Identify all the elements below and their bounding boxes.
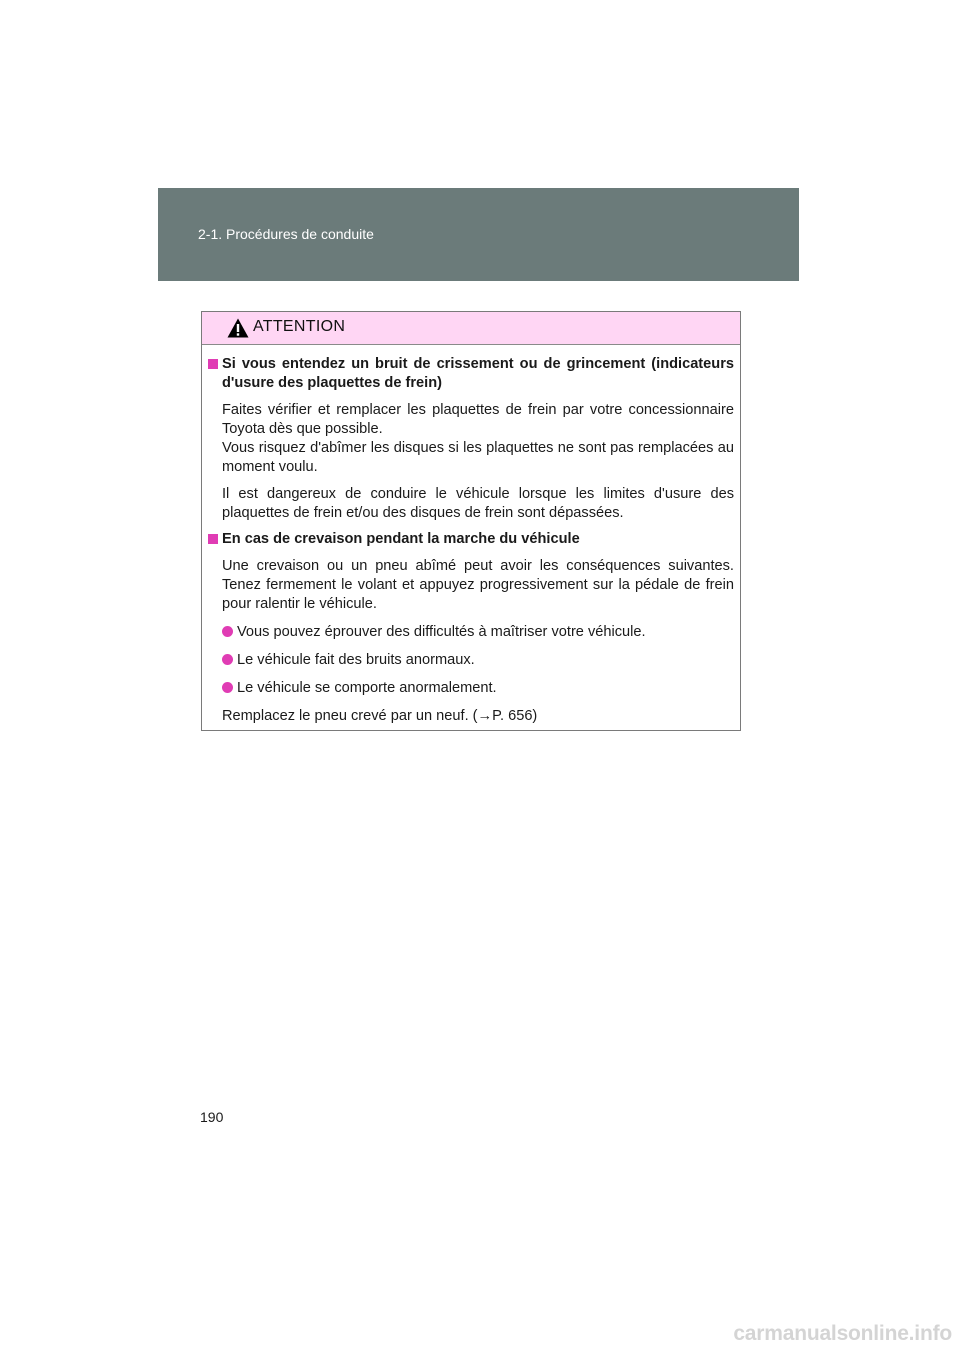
list-item-text: Vous pouvez éprouver des difficultés à maîtriser votre véhicule. [237,624,646,640]
warning-title: ATTENTION [253,318,346,335]
section-heading-flat-tire [208,530,734,549]
section-title: 2-1. Procédures de conduite [198,226,374,242]
list-item [222,623,734,642]
warning-body [202,345,740,726]
circle-bullet-icon [222,654,233,665]
section-heading-brake-noise [208,355,734,393]
list-item [222,679,734,698]
watermark: carmanualsonline.info [733,1322,952,1345]
section-header-band [158,188,799,281]
heading-text: Si vous entendez un bruit de crissement ou de grincement (indicateurs d'usure des plaquettes de frein) [222,356,734,391]
circle-bullet-icon [222,626,233,637]
paragraph [222,401,734,477]
square-marker-icon [208,359,218,369]
list-item-text: Le véhicule fait des bruits anormaux. [237,652,475,668]
paragraph: Une crevaison ou un pneu abîmé peut avoir les conséquences suivantes. Tenez fermement le volant et appuyez progressivement sur la pédale de frein pour ralentir le véhicule. [222,558,734,612]
square-marker-icon [208,534,218,544]
page-number: 190 [200,1109,224,1125]
list-item [222,651,734,670]
paragraph: Il est dangereux de conduire le véhicule lorsque les limites d'usure des plaquettes de frein et/ou des disques de frein sont dépassées. [222,486,734,521]
paragraph-line: Vous risquez d'abîmer les disques si les plaquettes ne sont pas remplacées au moment voulu. [222,440,734,475]
circle-bullet-icon [222,682,233,693]
warning-box [201,311,741,731]
heading-text: En cas de crevaison pendant la marche du véhicule [222,531,580,547]
list-item-text: Le véhicule se comporte anormalement. [237,680,497,696]
warning-header [202,312,740,345]
paragraph-line: Faites vérifier et remplacer les plaquettes de frein par votre concessionnaire Toyota dès que possible. [222,402,734,437]
warning-triangle-icon [227,318,249,338]
paragraph-page-reference: Remplacez le pneu crevé par un neuf. (→P. 656) [222,708,538,724]
